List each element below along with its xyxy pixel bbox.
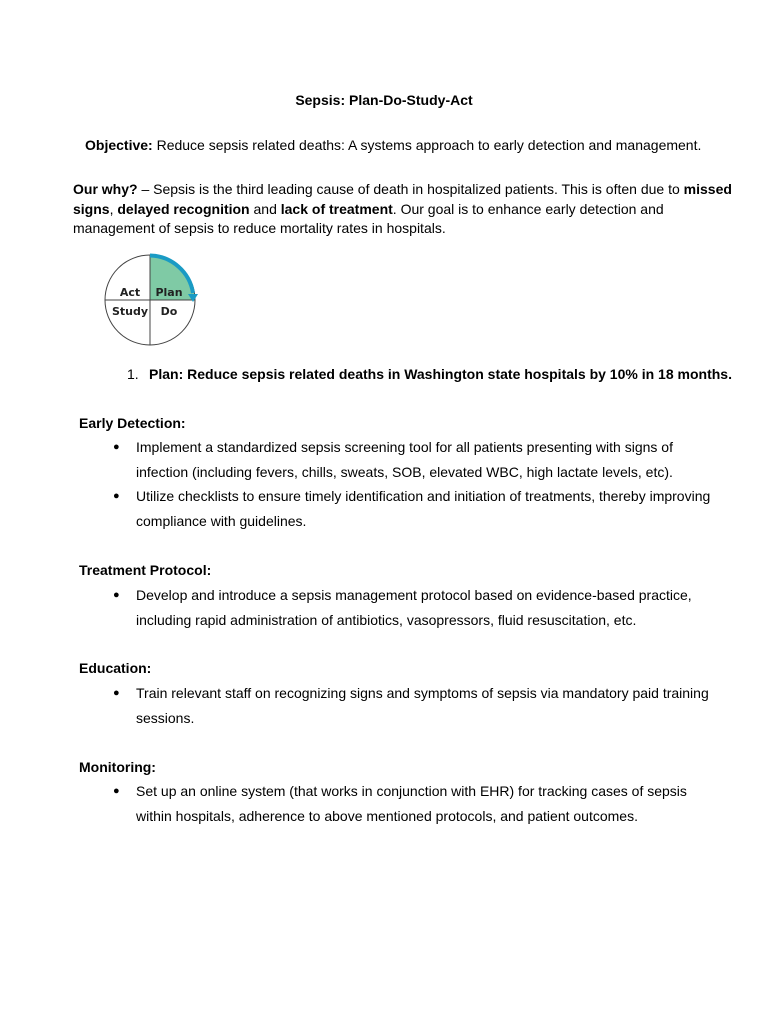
page-title: Sepsis: Plan-Do-Study-Act [295,92,473,108]
our-why-paragraph [73,180,733,239]
our-why-text-2: , [109,200,118,217]
objective-label: Objective: [85,137,153,153]
bullet-dot-icon: ● [113,785,120,797]
education-list [112,681,712,730]
bullet-dot-icon: ● [113,441,120,453]
our-why-text-1: – Sepsis is the third leading cause of death in hospitalized patients. This is often due to [137,181,684,197]
list-item [112,681,712,730]
list-item [112,484,712,533]
treatment-protocol-heading: Treatment Protocol: [79,562,212,578]
plan-list-text: Plan: Reduce sepsis related deaths in Washington state hospitals by 10% in 18 months. [149,366,732,382]
our-why-bold-missed-signs: missed signs [73,181,732,217]
list-item-text: Utilize checklists to ensure timely identification and initiation of treatments, thereby improving compliance with guidelines. [136,488,711,529]
pdsa-label-study: Study [111,305,149,318]
bullet-dot-icon: ● [113,687,120,699]
our-why-bold-delayed-recognition: delayed recognition [117,200,250,217]
plan-list-number: 1. [127,366,139,382]
early-detection-heading: Early Detection: [79,415,186,431]
objective-text: Reduce sepsis related deaths: A systems approach to early detection and management. [152,137,702,153]
list-item-text: Develop and introduce a sepsis management protocol based on evidence-based practice, including rapid administration of antibiotics, vasopressors, fluid resuscitation, etc. [136,587,692,628]
objective-line [85,137,701,153]
bullet-dot-icon: ● [113,490,120,502]
bullet-dot-icon: ● [113,589,120,601]
pdsa-label-plan: Plan [155,286,183,299]
monitoring-list [112,779,712,828]
list-item-text: Train relevant staff on recognizing signs and symptoms of sepsis via mandatory paid training sessions. [136,685,709,726]
monitoring-heading: Monitoring: [79,759,156,775]
list-item-text: Implement a standardized sepsis screening tool for all patients presenting with signs of infection (including fevers, chills, sweats, SOB, elevated WBC, high lactate levels, etc). [136,439,673,480]
plan-list-item [127,366,732,382]
early-detection-list [112,435,712,533]
treatment-protocol-list [112,583,712,632]
list-item [112,435,712,484]
our-why-text-4: . Our goal is to enhance early detection and management of sepsis to reduce mortality rates in hospitals. [73,200,664,236]
list-item [112,779,712,828]
list-item-text: Set up an online system (that works in conjunction with EHR) for tracking cases of sepsis within hospitals, adherence to above mentioned protocols, and patient outcomes. [136,783,687,824]
list-item [112,583,712,632]
our-why-label: Our why? [73,181,138,197]
pdsa-label-act: Act [119,286,141,299]
our-why-text-3: and [249,200,281,217]
our-why-bold-lack-of-treatment: lack of treatment [280,200,393,217]
pdsa-cycle-diagram [92,246,218,354]
education-heading: Education: [79,660,152,676]
pdsa-label-do: Do [160,305,178,318]
